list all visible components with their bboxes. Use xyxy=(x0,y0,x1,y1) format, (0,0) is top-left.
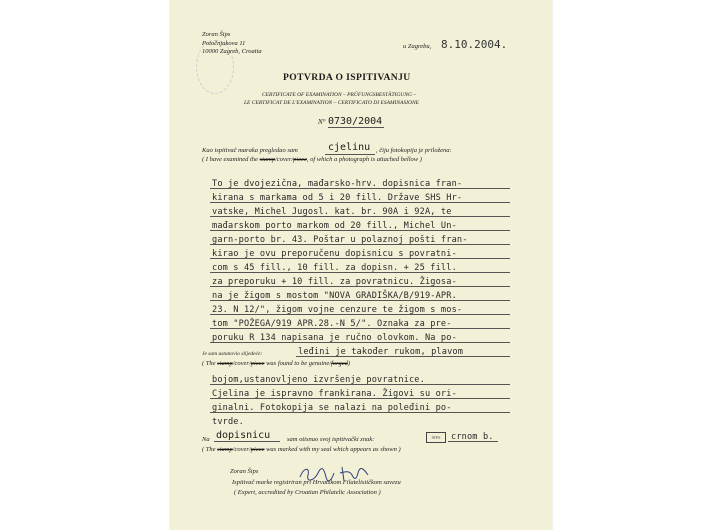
sender-city: 10000 Zagreb, Croatia xyxy=(202,48,262,55)
marked-color: crnom b. xyxy=(451,432,494,442)
footer-line-1: Ispitivač marke registriran pri Hrvatskom Filatelističkom savezu xyxy=(232,479,401,486)
marked-english: ( The stamp/cover/piece was marked with my seal which appears as shown ) xyxy=(202,446,401,453)
description-line: com s 45 fill., 10 fill. za dopisn. + 25 fill. xyxy=(212,263,457,273)
description-line: kirao je ovu preporučenu dopisnicu s povratni- xyxy=(212,249,457,259)
description-line: mađarskom porto markom od 20 fill., Michel Un- xyxy=(212,221,457,231)
marked-value: dopisnicu xyxy=(216,430,271,441)
certificate-sheet xyxy=(170,0,552,530)
place-date-prefix: u Zagrebu, xyxy=(403,43,432,50)
description-line: kirana s markama od 5 i 20 fill. Države SHS Hr- xyxy=(212,193,463,203)
signature-name: Zoran Šips xyxy=(230,468,259,475)
footer-line-2: ( Expert, accredited by Croatian Philatelic Association ) xyxy=(234,489,381,496)
description-line: poruku R 134 napisana je ručno olovkom. Na po- xyxy=(212,333,457,343)
found-inline: leđini je također rukom, plavom xyxy=(298,347,464,357)
description-line: za preporuku + 10 fill. za povratnicu. Žigosa- xyxy=(212,277,457,287)
sender-street: Potočnjakova 11 xyxy=(202,40,246,47)
marked-prefix: Na xyxy=(202,436,210,443)
examined-prefix: Kao ispitivač maraka pregledao sam xyxy=(202,147,298,154)
description-line: vatske, Michel Jugosl. kat. br. 90A i 92A, te xyxy=(212,207,452,217)
findings-line: ginalni. Fotokopija se nalazi na poleđini po- xyxy=(212,403,452,413)
findings-line: Cjelina je ispravno frankirana. Žigovi su ori- xyxy=(212,389,457,399)
description-line: tom "POŽEGA/919 APR.28.-N 5/". Oznaka za pre- xyxy=(212,319,452,329)
number-prefix: N° xyxy=(318,118,326,126)
description-line: To je dvojezična, mađarsko-hrv. dopisnica fran- xyxy=(212,179,463,189)
certificate-number: 0730/2004 xyxy=(328,116,383,127)
examiner-seal-mark: ŠIPS xyxy=(426,432,446,443)
marked-middle: sam otisnuo svoj ispitivački znak: xyxy=(287,436,375,443)
sender-name: Zoran Šips xyxy=(202,31,231,38)
findings-line: tvrde. xyxy=(212,417,244,427)
certificate-subtitle-2: LE CERTIFICAT DE L'EXAMINATION – CERTIFICATO DI ESAMINASIONE xyxy=(244,100,419,106)
certificate-title: POTVRDA O ISPITIVANJU xyxy=(283,72,411,83)
examined-value: cjelinu xyxy=(328,142,371,153)
certificate-date: 8.10.2004. xyxy=(441,38,508,51)
description-line: na je žigom s mostom "NOVA GRADIŠKA/B/919-APR. xyxy=(212,291,457,301)
certificate-subtitle-1: CERTIFICATE OF EXAMINATION – PRÜFUNGSBESTÄTIGUNG – xyxy=(262,92,417,98)
examined-suffix: , čiju fotokopija je priložena: xyxy=(376,147,452,154)
description-line: garn-porto br. 43. Poštar u polaznoj pošti fran- xyxy=(212,235,468,245)
description-line: 23. N 12/", žigom vojne cenzure te žigom s mos- xyxy=(212,305,463,315)
examined-english: ( I have examined the stamp/cover/piece, of which a photograph is attached bellow ) xyxy=(202,156,422,163)
found-prefix: Je sam ustanovio slijedeće: xyxy=(202,351,263,357)
found-english: ( The stamp/cover/piece was found to be genuine/forged) xyxy=(202,360,350,367)
findings-line: bojom,ustanovljeno izvršenje povratnice. xyxy=(212,375,425,385)
